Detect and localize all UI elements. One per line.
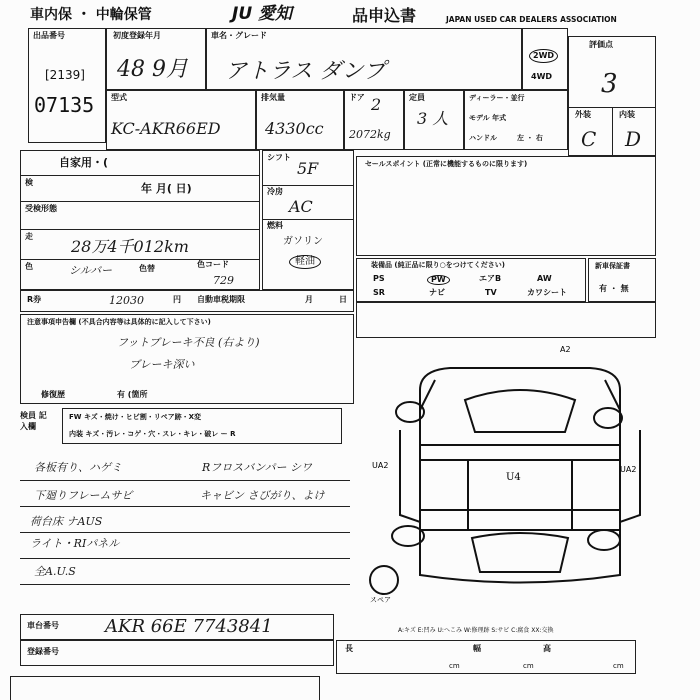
diagram-label-u4: U4 bbox=[506, 472, 521, 483]
height-label: 高 bbox=[543, 644, 551, 653]
displacement-box bbox=[256, 90, 344, 150]
hw-note-4: キャビン さびがり、よけ bbox=[200, 489, 325, 502]
fuel-gasoline: ガソリン bbox=[283, 236, 323, 247]
diagram-label-a2: A2 bbox=[560, 345, 571, 354]
exterior-grade: C bbox=[581, 127, 597, 151]
reg-number-box bbox=[20, 640, 334, 666]
sales-point-label: セールスポイント (正常に機能するものに限ります) bbox=[365, 160, 528, 168]
diagram-legend: A:キズ E:凹み U:へこみ W:修理跡 S:サビ C:腐食 XX:交換 bbox=[398, 627, 554, 634]
notes-line-1: フットブレーキ不良 (右より) bbox=[117, 336, 260, 349]
equipment-box bbox=[356, 258, 586, 302]
hw-note-7: 全A.U.S bbox=[34, 565, 76, 578]
lot-number: 07135 bbox=[34, 93, 95, 117]
notes-box bbox=[20, 314, 354, 404]
hw-note-3: 下廻りフレームサビ bbox=[34, 489, 133, 502]
shift-label: シフト bbox=[267, 153, 291, 162]
fuel-label: 燃料 bbox=[267, 221, 283, 230]
capacity-box bbox=[404, 90, 464, 150]
length-label: 長 bbox=[345, 644, 353, 653]
registration-box bbox=[106, 28, 206, 90]
recycle-label: R券 bbox=[27, 295, 42, 304]
inspection-label: 検 bbox=[25, 178, 33, 187]
equip-pw: PW bbox=[427, 275, 450, 285]
vehicle-name-box bbox=[206, 28, 522, 90]
hw-note-5: 荷台床 ナAUS bbox=[30, 515, 103, 528]
door-box bbox=[344, 90, 404, 150]
equip-navi: ナビ bbox=[429, 288, 445, 297]
fw-row: FW キズ・焼け・ヒビ割・リペア跡・X変 bbox=[69, 413, 202, 421]
inspection-value: 年 月( 日) bbox=[141, 182, 192, 195]
chassis-box bbox=[20, 614, 334, 640]
equip-sr: SR bbox=[373, 288, 385, 297]
new-car-label: 新車保証書 bbox=[595, 262, 630, 270]
color-code-value: 729 bbox=[213, 274, 234, 287]
height-unit: cm bbox=[613, 662, 624, 670]
diagram-label-ua2-left: UA2 bbox=[372, 461, 389, 470]
model-label: 型式 bbox=[111, 93, 127, 102]
lot-sub-number: [2139] bbox=[45, 68, 85, 82]
drive-2wd: 2WD bbox=[529, 49, 558, 63]
brand-logo: JU 愛知 bbox=[232, 4, 293, 24]
storage-options: 車内保 ・ 中輪保管 bbox=[30, 7, 152, 23]
handle-label: ハンドル bbox=[469, 134, 497, 142]
mileage-label: 走 bbox=[25, 232, 33, 241]
color-code-label: 色コード bbox=[197, 260, 229, 269]
drive-box bbox=[522, 28, 568, 90]
handle-sides: 左 ・ 右 bbox=[517, 134, 543, 142]
door-value: 2 bbox=[371, 95, 382, 114]
color-value: シルバー bbox=[69, 264, 112, 277]
form-title: 品申込書 bbox=[352, 6, 417, 25]
dimensions-box bbox=[336, 640, 636, 674]
rating-score: 3 bbox=[601, 69, 618, 99]
registration-label: 初度登録年月 bbox=[113, 31, 161, 40]
color-change-label: 色替 bbox=[139, 264, 155, 273]
displacement-label: 排気量 bbox=[261, 93, 285, 102]
new-car-value: 有 ・ 無 bbox=[599, 284, 629, 293]
mileage-value: 28万4千012km bbox=[71, 237, 189, 256]
receive-label: 受検形態 bbox=[25, 204, 57, 213]
diagram-label-spare: スペア bbox=[370, 596, 391, 604]
color-label: 色 bbox=[25, 262, 33, 271]
specs-box bbox=[262, 150, 354, 290]
form-value: 2072kg bbox=[349, 128, 391, 141]
displacement-value: 4330cc bbox=[265, 119, 324, 138]
fuel-diesel: 軽油 bbox=[289, 255, 321, 269]
remarks-box bbox=[356, 302, 656, 338]
lot-label: 出品番号 bbox=[33, 31, 65, 40]
hw-note-6: ライト・RIパネル bbox=[30, 537, 120, 550]
recycle-amount: 12030 bbox=[109, 294, 144, 307]
model-year-label: モデル 年式 bbox=[469, 114, 507, 122]
width-unit: cm bbox=[523, 662, 534, 670]
interior-row: 内装 キズ・汚レ・コゲ・穴・スレ・キレ・破レ ー R bbox=[69, 430, 236, 438]
vehicle-damage-diagram bbox=[370, 340, 680, 604]
lot-box bbox=[28, 28, 106, 143]
rating-label: 評価点 bbox=[589, 40, 613, 49]
interior-grade: D bbox=[625, 127, 642, 151]
shift-value: 5F bbox=[297, 159, 319, 178]
bottom-strip bbox=[10, 676, 320, 700]
vehicle-name: アトラス ダンプ bbox=[225, 59, 386, 84]
drive-4wd: 4WD bbox=[531, 72, 553, 81]
capacity-label: 定員 bbox=[409, 93, 425, 102]
tax-month: 月 bbox=[305, 295, 313, 304]
equip-ps: PS bbox=[373, 274, 385, 283]
tax-label: 自動車税期限 bbox=[197, 295, 245, 304]
recycle-box bbox=[20, 290, 354, 312]
equip-aw: AW bbox=[537, 274, 552, 283]
repair-value: 有 (箇所 bbox=[117, 390, 148, 399]
rating-box bbox=[568, 36, 656, 156]
chassis-label: 車台番号 bbox=[27, 621, 59, 630]
vehicle-name-label: 車名・グレード bbox=[211, 31, 267, 40]
usage-box bbox=[20, 150, 260, 290]
inspector-box bbox=[62, 408, 342, 444]
association-name: JAPAN USED CAR DEALERS ASSOCIATION bbox=[446, 15, 617, 24]
equipment-label: 装備品 (純正品に限り○をつけてください) bbox=[371, 261, 505, 269]
sales-point-box bbox=[356, 156, 656, 256]
capacity-value: 3 人 bbox=[417, 109, 449, 128]
equip-tv: TV bbox=[485, 288, 497, 297]
tax-day: 日 bbox=[339, 295, 347, 304]
hw-note-2: Rフロスバンパー シワ bbox=[202, 461, 313, 474]
chassis-value: AKR 66E 7743841 bbox=[105, 616, 273, 637]
exterior-label: 外装 bbox=[575, 110, 591, 119]
inspector-label: 検員 記入欄 bbox=[20, 411, 47, 432]
registration-value: 48 9月 bbox=[117, 57, 188, 82]
repair-label: 修復歴 bbox=[41, 390, 65, 399]
model-box bbox=[106, 90, 256, 150]
length-unit: cm bbox=[449, 662, 460, 670]
hw-note-1: 各板有り、ハゲミ bbox=[34, 461, 122, 474]
recycle-unit: 円 bbox=[173, 295, 181, 304]
dealer-box bbox=[464, 90, 568, 150]
interior-label: 内装 bbox=[619, 110, 635, 119]
door-label: ドア bbox=[349, 93, 365, 102]
ac-label: 冷房 bbox=[267, 187, 283, 196]
equip-airbag: エアB bbox=[479, 274, 502, 283]
dealer-label: ディーラー・並行 bbox=[469, 94, 525, 102]
notes-line-2: ブレーキ深い bbox=[129, 358, 195, 371]
width-label: 幅 bbox=[473, 644, 481, 653]
diagram-label-ua2-right: UA2 bbox=[620, 465, 637, 474]
model-code: KC-AKR66ED bbox=[111, 119, 221, 138]
new-car-warranty-box bbox=[588, 258, 656, 302]
ac-value: AC bbox=[289, 197, 313, 216]
reg-number-label: 登録番号 bbox=[27, 647, 59, 656]
notes-label: 注意事項申告欄 (不具合内容等は具体的に記入して下さい) bbox=[27, 318, 211, 326]
usage-label: 自家用・( bbox=[59, 156, 109, 169]
equip-seat: カワシート bbox=[527, 288, 567, 297]
